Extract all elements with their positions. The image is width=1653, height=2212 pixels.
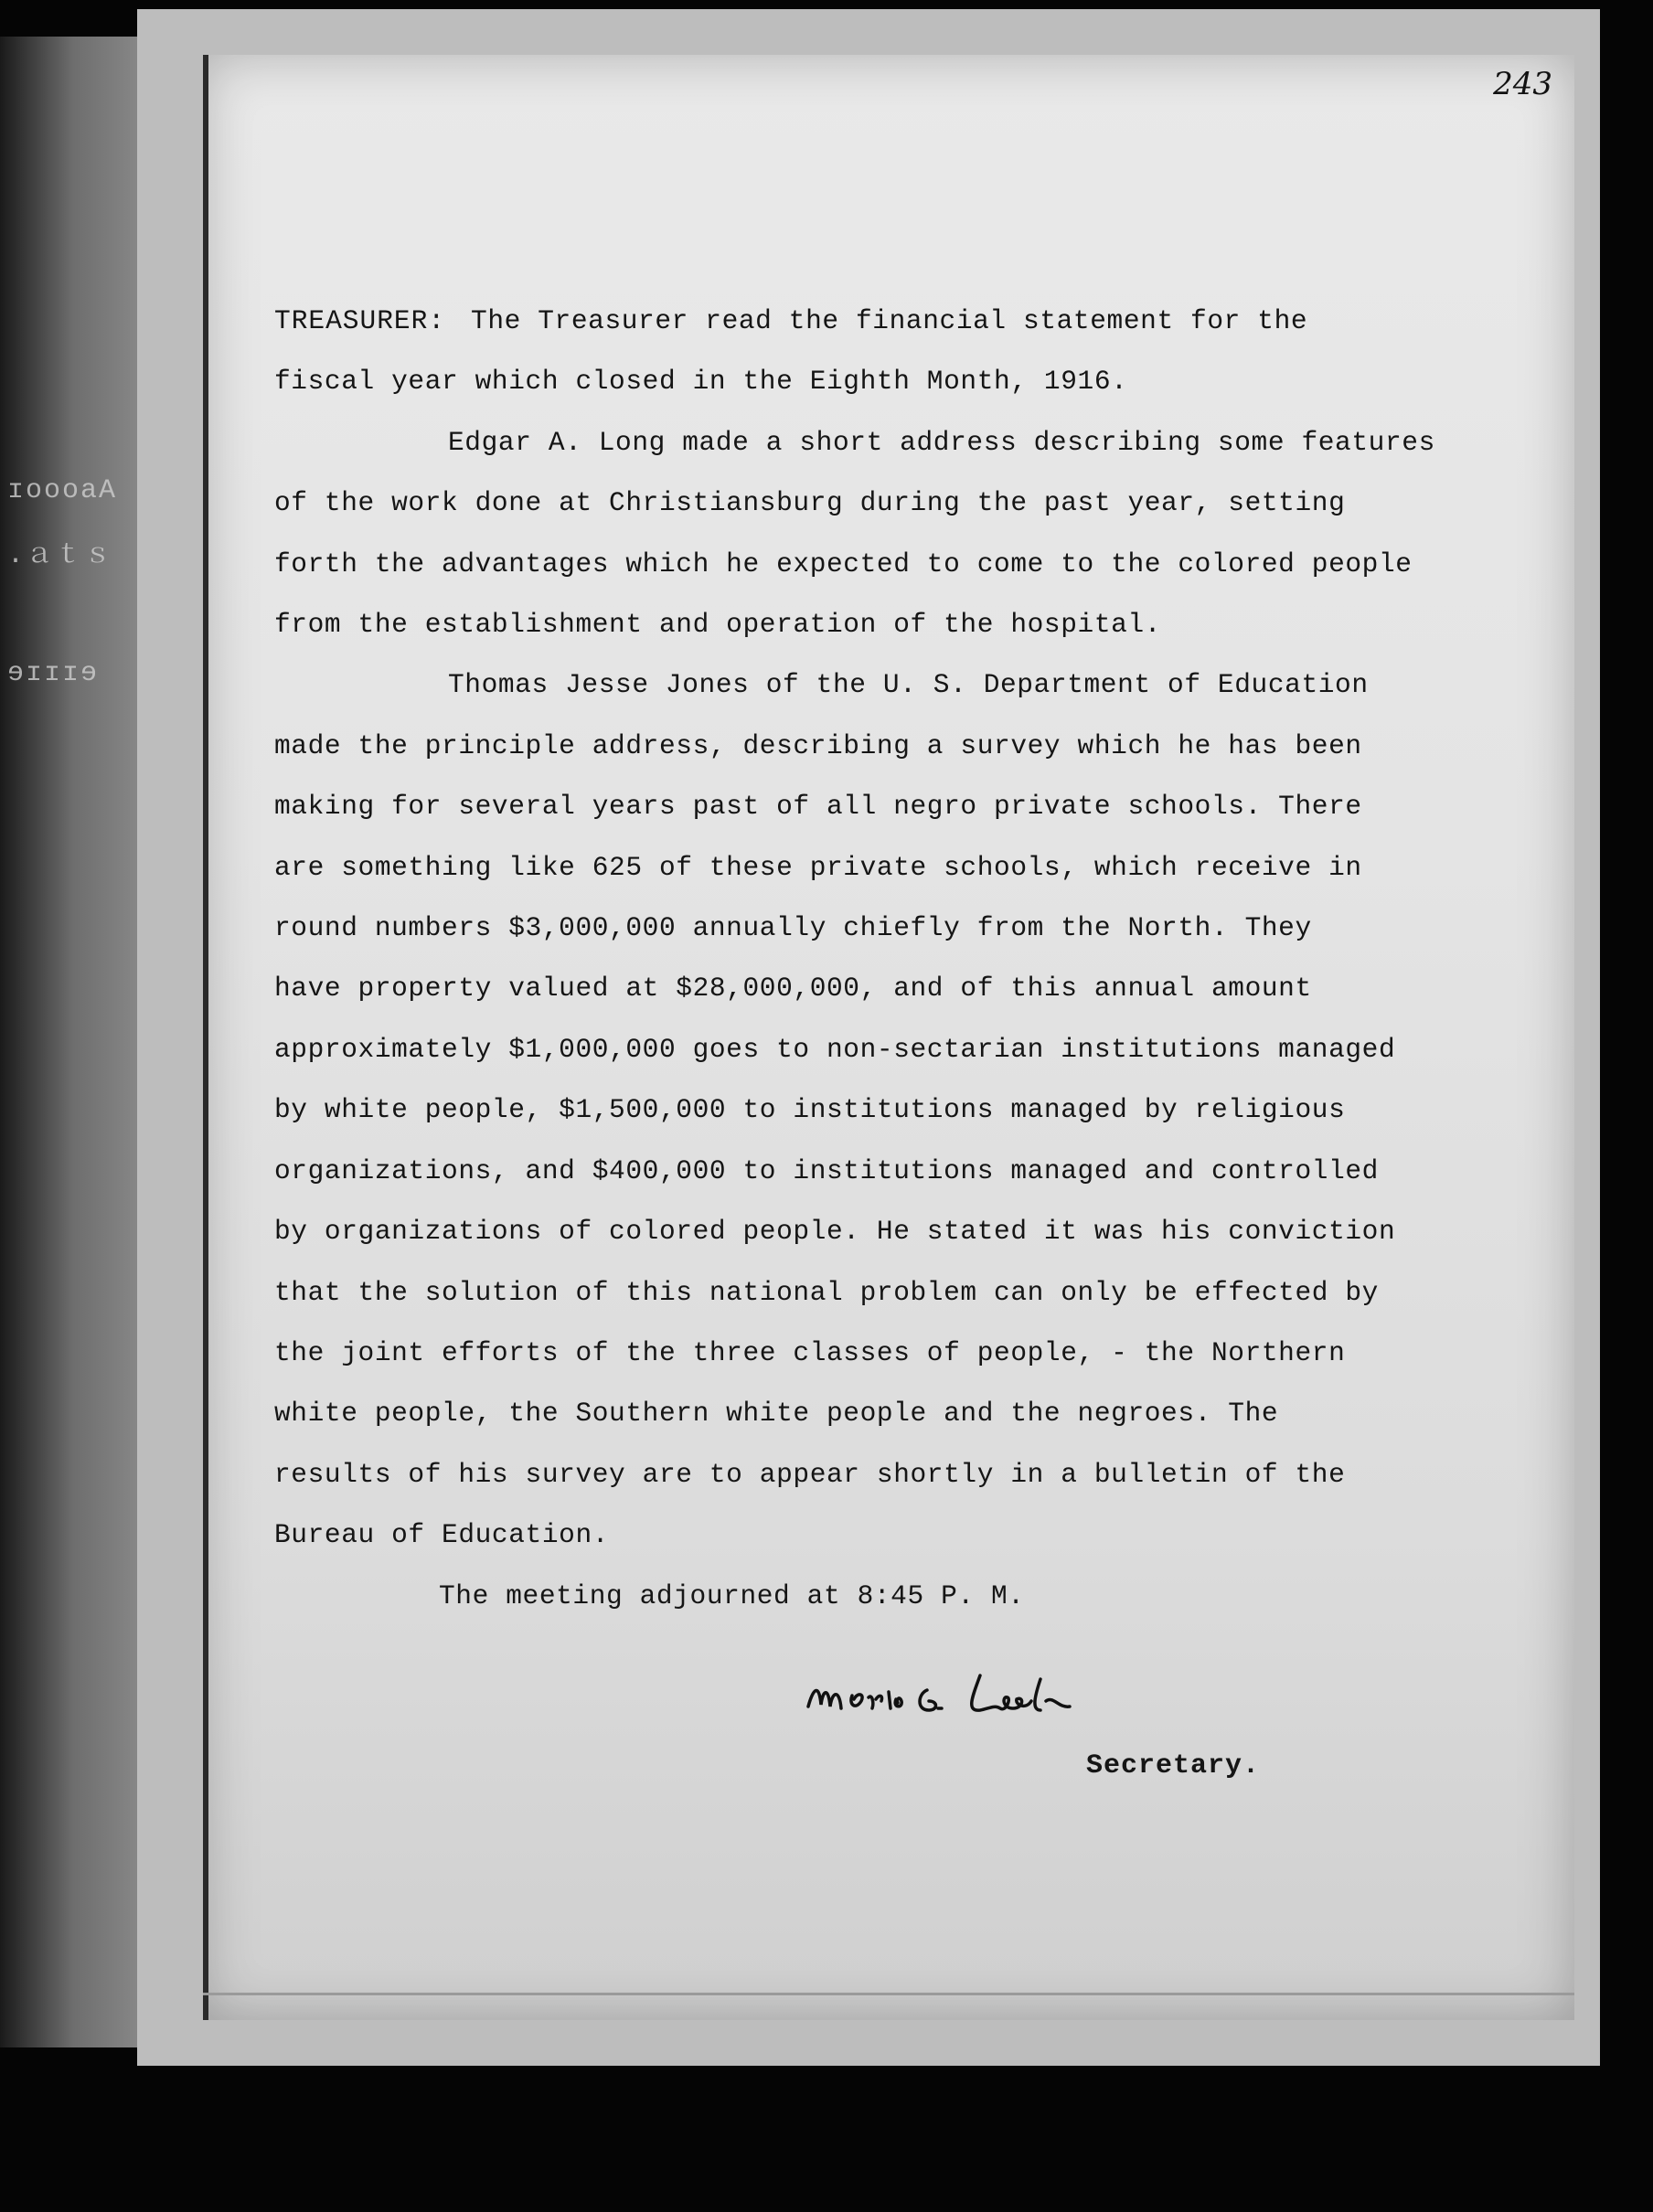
signature-text: Morris E. Leeds xyxy=(801,1730,810,1731)
text-line: making for several years past of all negro private schools. There xyxy=(274,791,1362,823)
text-line: approximately $1,000,000 goes to non-sectarian institutions managed xyxy=(274,1033,1396,1065)
page-bottom-rule xyxy=(203,1993,1574,1995)
text-line: have property valued at $28,000,000, and of this annual amount xyxy=(274,973,1312,1005)
bleed-through-text: .ａｔｓ xyxy=(7,540,114,571)
page-number: 243 xyxy=(1493,66,1552,102)
text-line: Thomas Jesse Jones of the U. S. Department of Education xyxy=(448,669,1369,701)
text-line: The Treasurer read the financial statement for the xyxy=(471,305,1308,336)
secretary-signature xyxy=(801,1659,1148,1732)
text-line: that the solution of this national problem can only be effected by xyxy=(274,1276,1379,1308)
text-line: organizations, and $400,000 to institutions managed and controlled xyxy=(274,1154,1379,1186)
text-line: the joint efforts of the three classes of people, - the Northern xyxy=(274,1336,1346,1368)
treasurer-line xyxy=(274,291,1527,351)
bleed-through-text: ɘɪɪɪɘ xyxy=(7,658,100,689)
text-line: Edgar A. Long made a short address describing some features xyxy=(448,426,1435,458)
text-line: of the work done at Christiansburg during the past year, setting xyxy=(274,487,1346,519)
text-line: forth the advantages which he expected to come to the colored people xyxy=(274,548,1413,580)
text-line: fiscal year which closed in the Eighth Month, 1916. xyxy=(274,366,1128,398)
text-line: from the establishment and operation of the hospital. xyxy=(274,609,1162,641)
page-left-edge xyxy=(203,55,208,2020)
text-line: by organizations of colored people. He stated it was his conviction xyxy=(274,1216,1396,1248)
text-line: are something like 625 of these private schools, which receive in xyxy=(274,851,1362,883)
minutes-text xyxy=(274,291,1527,1626)
text-line: white people, the Southern white people and the negroes. The xyxy=(274,1398,1279,1430)
text-line: results of his survey are to appear shortly in a bulletin of the xyxy=(274,1458,1346,1490)
text-line: made the principle address, describing a survey which he has been xyxy=(274,729,1362,761)
secretary-label: Secretary. xyxy=(1086,1750,1261,1781)
treasurer-label: TREASURER: xyxy=(274,305,446,336)
text-line: Bureau of Education. xyxy=(274,1519,610,1551)
adjournment-line: The meeting adjourned at 8:45 P. M. xyxy=(439,1579,1025,1611)
bleed-through-text: ɪoooaA xyxy=(7,475,118,506)
text-line: round numbers $3,000,000 annually chiefly from the North. They xyxy=(274,912,1312,944)
text-line: by white people, $1,500,000 to institutions managed by religious xyxy=(274,1094,1346,1126)
